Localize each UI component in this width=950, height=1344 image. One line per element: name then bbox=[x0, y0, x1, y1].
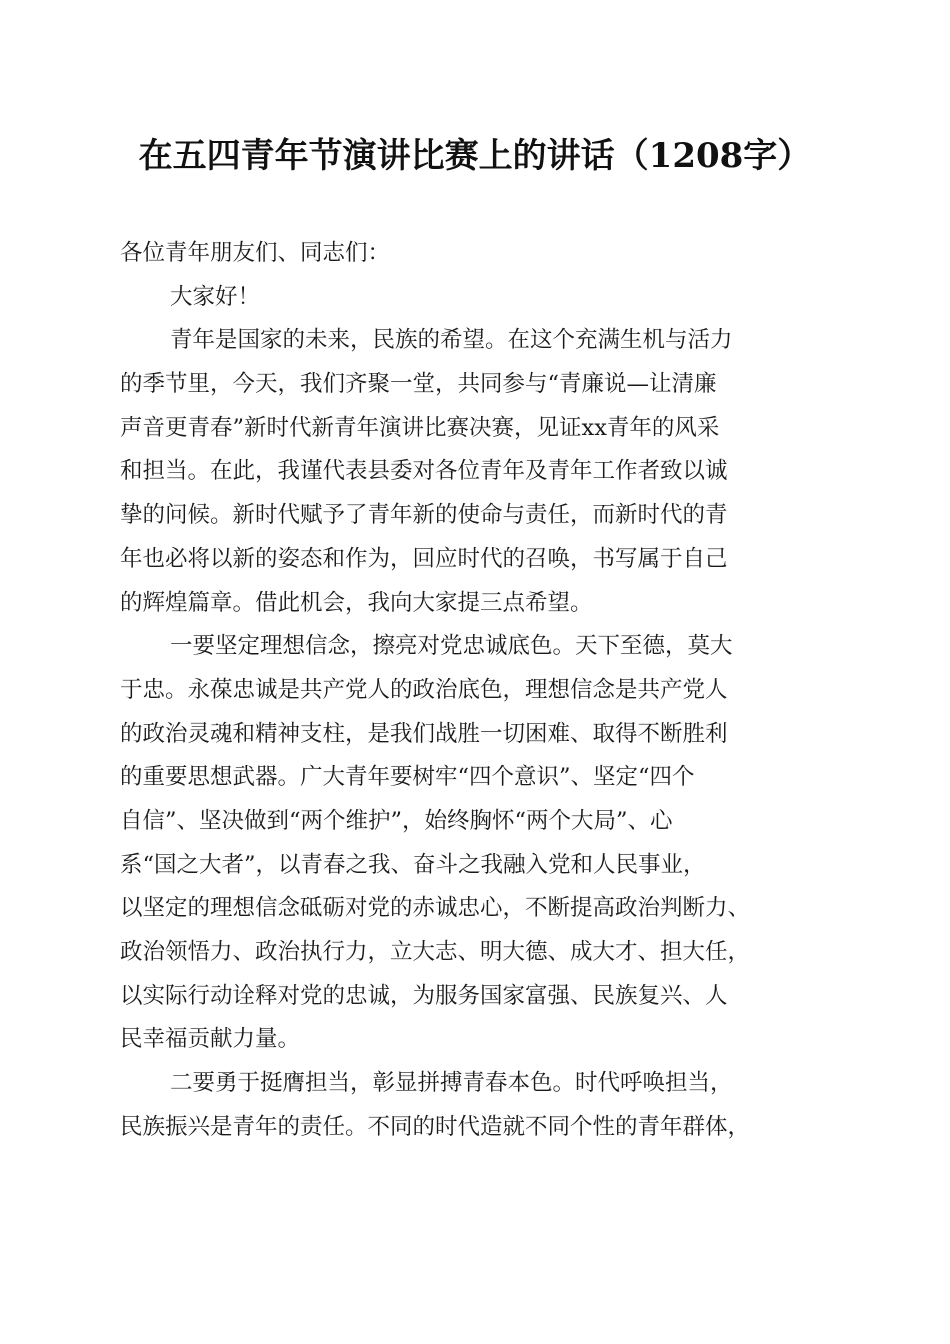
text-line: 民幸福贡献力量。 bbox=[120, 1026, 301, 1053]
text-line: 年也必将以新的姿态和作为，回应时代的召唤，书写属于自己 bbox=[120, 545, 728, 572]
text-line: 挚的问候。新时代赋予了青年新的使命与责任，而新时代的青 bbox=[120, 502, 728, 529]
text-line: 民族振兴是青年的责任。不同的时代造就不同个性的青年群体， bbox=[120, 1113, 751, 1140]
text-line: 大家好！ bbox=[170, 283, 261, 310]
text-line: 自信”、坚决做到“两个维护”，始终胸怀“两个大局”、心 bbox=[120, 807, 673, 834]
text-line: 政治领悟力、政治执行力，立大志、明大德、成大才、担大任， bbox=[120, 939, 751, 965]
text-line: 系“国之大者”，以青春之我、奋斗之我融入党和人民事业， bbox=[120, 851, 706, 878]
text-line: 于忠。永葆忠诚是共产党人的政治底色，理想信念是共产党人 bbox=[120, 676, 728, 703]
text-line: 各位青年朋友们、同志们： bbox=[120, 240, 391, 266]
text-line: 的辉煌篇章。借此机会，我向大家提三点希望。 bbox=[120, 589, 593, 616]
text-line: 和担当。在此，我谨代表县委对各位青年及青年工作者致以诚 bbox=[120, 458, 728, 485]
text-line: 声音更青春”新时代新青年演讲比赛决赛，见证xx青年的风采 bbox=[120, 414, 720, 441]
document-title: 在五四青年节演讲比赛上的讲话（1208字） bbox=[138, 136, 812, 176]
text-line: 以实际行动诠释对党的忠诚，为服务国家富强、民族复兴、人 bbox=[120, 982, 728, 1009]
text-line: 以坚定的理想信念砥砺对党的赤诚忠心，不断提高政治判断力、 bbox=[120, 895, 751, 922]
text-line: 青年是国家的未来，民族的希望。在这个充满生机与活力 bbox=[170, 327, 733, 354]
document-body bbox=[120, 232, 830, 1149]
text-line: 的政治灵魂和精神支柱，是我们战胜一切困难、取得不断胜利 bbox=[120, 720, 728, 747]
text-line: 的重要思想武器。广大青年要树牢“四个意识”、坚定“四个 bbox=[120, 764, 695, 791]
text-line: 二要勇于挺膺担当，彰显拼搏青春本色。时代呼唤担当， bbox=[170, 1070, 733, 1097]
text-line: 的季节里，今天，我们齐聚一堂，共同参与“青廉说—让清廉 bbox=[120, 371, 717, 398]
text-line: 一要坚定理想信念，擦亮对党忠诚底色。天下至德，莫大 bbox=[170, 633, 733, 660]
